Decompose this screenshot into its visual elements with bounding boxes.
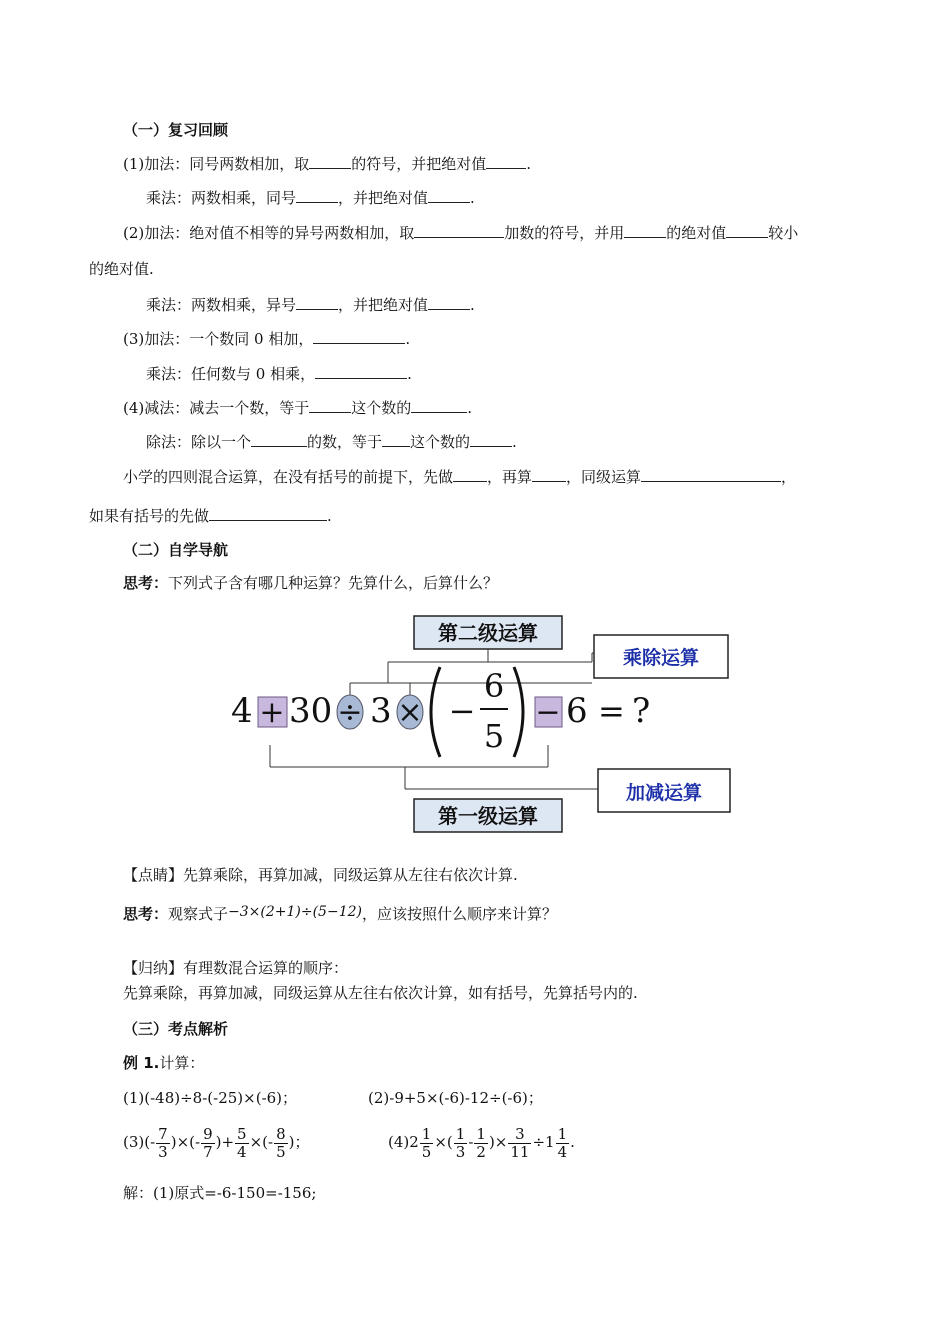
text: .: [405, 330, 411, 348]
text: (3)加法：一个数同 0 相加，: [123, 330, 314, 348]
answer-blank[interactable]: [382, 432, 410, 447]
expr-times: ×: [397, 695, 423, 730]
text: ，再算: [487, 468, 533, 486]
denominator: 4: [557, 1142, 568, 1161]
numerator: 1: [476, 1124, 486, 1143]
text: 乘法：两数相乘，异号: [146, 296, 297, 314]
text: ，同级运算: [566, 468, 642, 486]
left-paren: [431, 667, 440, 757]
answer-blank[interactable]: [251, 432, 307, 447]
summary-rule: 先算乘除，再算加减，同级运算从左往右依次计算，如有括号，先算括号内的.: [123, 984, 638, 1002]
answer-blank[interactable]: [428, 188, 470, 203]
text: ×(-: [249, 1133, 274, 1151]
muldiv-label: 乘除运算: [622, 647, 700, 669]
text: .: [327, 507, 332, 525]
text: ，并把绝对值: [338, 296, 429, 314]
expr-4: 4: [231, 691, 253, 731]
review-line-2: [146, 188, 475, 208]
text: 的符号，并把绝对值: [351, 155, 487, 173]
numerator: 1: [421, 1124, 432, 1143]
numerator: 3: [508, 1126, 531, 1144]
answer-blank[interactable]: [486, 154, 526, 169]
fraction: [156, 1126, 170, 1161]
review-line-6: [123, 329, 410, 349]
example-label: 例 1.: [123, 1054, 160, 1072]
frac-numerator: 6: [483, 667, 505, 705]
expr-6: 6: [566, 691, 588, 731]
think2-label: 思考：: [123, 905, 169, 923]
answer-blank[interactable]: [428, 295, 470, 310]
text: (4)2: [388, 1133, 419, 1151]
review-line-8: [123, 398, 472, 418]
denominator: 3: [158, 1142, 168, 1161]
text: (2)加法：绝对值不相等的异号两数相加，取: [123, 224, 415, 242]
text: 这个数的: [351, 399, 412, 417]
text: .: [407, 365, 412, 383]
answer-blank[interactable]: [209, 506, 327, 521]
example-line: [123, 1053, 204, 1073]
review-line-4: 的绝对值.: [89, 260, 154, 278]
text: 的数，等于: [307, 433, 383, 451]
summary-text: 有理数混合运算的顺序：: [183, 959, 349, 977]
denominator: 5: [421, 1142, 432, 1161]
review-line-5: [146, 295, 475, 315]
expr-3: 3: [370, 691, 392, 731]
think-label: 思考：: [123, 574, 169, 592]
numerator: 7: [158, 1124, 168, 1143]
answer-blank[interactable]: [470, 432, 512, 447]
fraction: [201, 1126, 215, 1161]
expr-plus: +: [259, 695, 285, 730]
text: )+: [215, 1133, 235, 1151]
text: (1)加法：同号两数相加，取: [123, 155, 310, 173]
text: 加数的符号，并用: [504, 224, 625, 242]
review-line-10: [123, 467, 796, 487]
review-line-3: [123, 223, 798, 243]
text: 这个数的: [410, 433, 471, 451]
expr-divide: ÷: [337, 695, 363, 730]
answer-blank[interactable]: [313, 329, 405, 344]
answer-blank[interactable]: [315, 364, 407, 379]
text: (4)减法：减去一个数，等于: [123, 399, 310, 417]
summary-label: 【归纳】: [123, 959, 184, 977]
text: )；: [288, 1133, 310, 1151]
text: ×(: [434, 1133, 453, 1151]
summary-line: [123, 958, 348, 978]
level1-label: 第一级运算: [438, 804, 538, 828]
answer-blank[interactable]: [296, 295, 338, 310]
answer-blank[interactable]: [309, 398, 351, 413]
text: .: [470, 189, 475, 207]
think2-text: ，应该按照什么顺序来计算？: [361, 905, 557, 923]
expr-inner-minus: −: [448, 692, 476, 730]
operation-order-diagram: [200, 605, 760, 840]
fraction: [474, 1126, 488, 1161]
text: .: [570, 1133, 575, 1151]
think-text: 下列式子含有哪几种运算？先算什么，后算什么？: [168, 574, 499, 592]
numerator: 9: [203, 1124, 213, 1143]
numerator: 1: [455, 1124, 466, 1143]
text: .: [512, 433, 517, 451]
answer-blank[interactable]: [411, 398, 467, 413]
answer-blank[interactable]: [641, 467, 781, 482]
text: 的绝对值: [666, 224, 727, 242]
text: (3)(-: [123, 1133, 156, 1151]
review-line-9: [146, 432, 517, 452]
section-heading-selfstudy: （二）自学导航: [123, 541, 229, 559]
text: )×(-: [170, 1133, 201, 1151]
review-line-11: [89, 506, 332, 526]
text: 乘法：任何数与 0 相乘，: [146, 365, 316, 383]
section-heading-analysis: （三）考点解析: [123, 1020, 229, 1038]
tip-text: 先算乘除，再算加减，同级运算从左往右依次计算.: [183, 866, 518, 884]
fraction: [420, 1126, 434, 1161]
denominator: 3: [455, 1142, 466, 1161]
problem-2: (2)-9+5×(-6)-12÷(-6)；: [368, 1089, 543, 1107]
section-heading-review: （一）复习回顾: [123, 121, 229, 139]
numerator: 5: [237, 1124, 247, 1143]
problem-4: [388, 1120, 575, 1164]
fraction: [235, 1126, 249, 1161]
denominator: 2: [476, 1142, 486, 1161]
numerator: 8: [276, 1124, 286, 1143]
text: -: [468, 1133, 474, 1151]
fraction: [508, 1126, 531, 1161]
think-line: [123, 573, 498, 593]
denominator: 4: [237, 1142, 247, 1161]
level2-label: 第二级运算: [438, 621, 538, 645]
answer-blank[interactable]: [414, 223, 504, 238]
answer-blank[interactable]: [453, 467, 487, 482]
think2-line: [123, 904, 557, 925]
think2-expression: −3×(2+1)÷(5−12): [228, 904, 362, 920]
fraction: [556, 1126, 570, 1161]
example-text: 计算：: [159, 1054, 205, 1072]
expr-30: 30: [289, 691, 333, 731]
denominator: 5: [276, 1142, 286, 1161]
denominator: 11: [510, 1142, 530, 1161]
text: .: [467, 399, 473, 417]
answer-blank[interactable]: [624, 223, 666, 238]
text: 乘法：两数相乘，同号: [146, 189, 297, 207]
text: )×: [488, 1133, 508, 1151]
review-line-7: [146, 364, 412, 384]
expr-minus: −: [535, 695, 561, 730]
text: ，并把绝对值: [338, 189, 429, 207]
fraction: [454, 1126, 468, 1161]
tip-label: 【点睛】: [123, 866, 184, 884]
text: 除法：除以一个: [146, 433, 252, 451]
answer-blank[interactable]: [309, 154, 351, 169]
expr-equals: =: [598, 692, 625, 730]
addsub-label: 加减运算: [625, 782, 703, 804]
numerator: 1: [557, 1124, 568, 1143]
expr-question: ?: [632, 691, 651, 731]
answer-blank[interactable]: [532, 467, 566, 482]
text: .: [470, 296, 475, 314]
solution-line: 解：(1)原式=-6-150=-156;: [123, 1184, 317, 1202]
fraction: [274, 1126, 288, 1161]
think2-text: 观察式子: [168, 905, 229, 923]
frac-denominator: 5: [483, 717, 505, 755]
text: 较小: [768, 224, 799, 242]
problem-3: [123, 1120, 309, 1164]
tip-line: [123, 865, 518, 885]
text: 小学的四则混合运算，在没有括号的前提下，先做: [123, 468, 454, 486]
answer-blank[interactable]: [296, 188, 338, 203]
text: 如果有括号的先做: [89, 507, 210, 525]
text: .: [526, 155, 532, 173]
review-line-1: [123, 154, 531, 174]
text: ，: [781, 468, 797, 486]
answer-blank[interactable]: [726, 223, 768, 238]
text: ÷1: [532, 1133, 555, 1151]
right-paren: [514, 667, 523, 757]
denominator: 7: [203, 1142, 213, 1161]
problem-1: (1)(-48)÷8-(-25)×(-6)；: [123, 1089, 298, 1107]
